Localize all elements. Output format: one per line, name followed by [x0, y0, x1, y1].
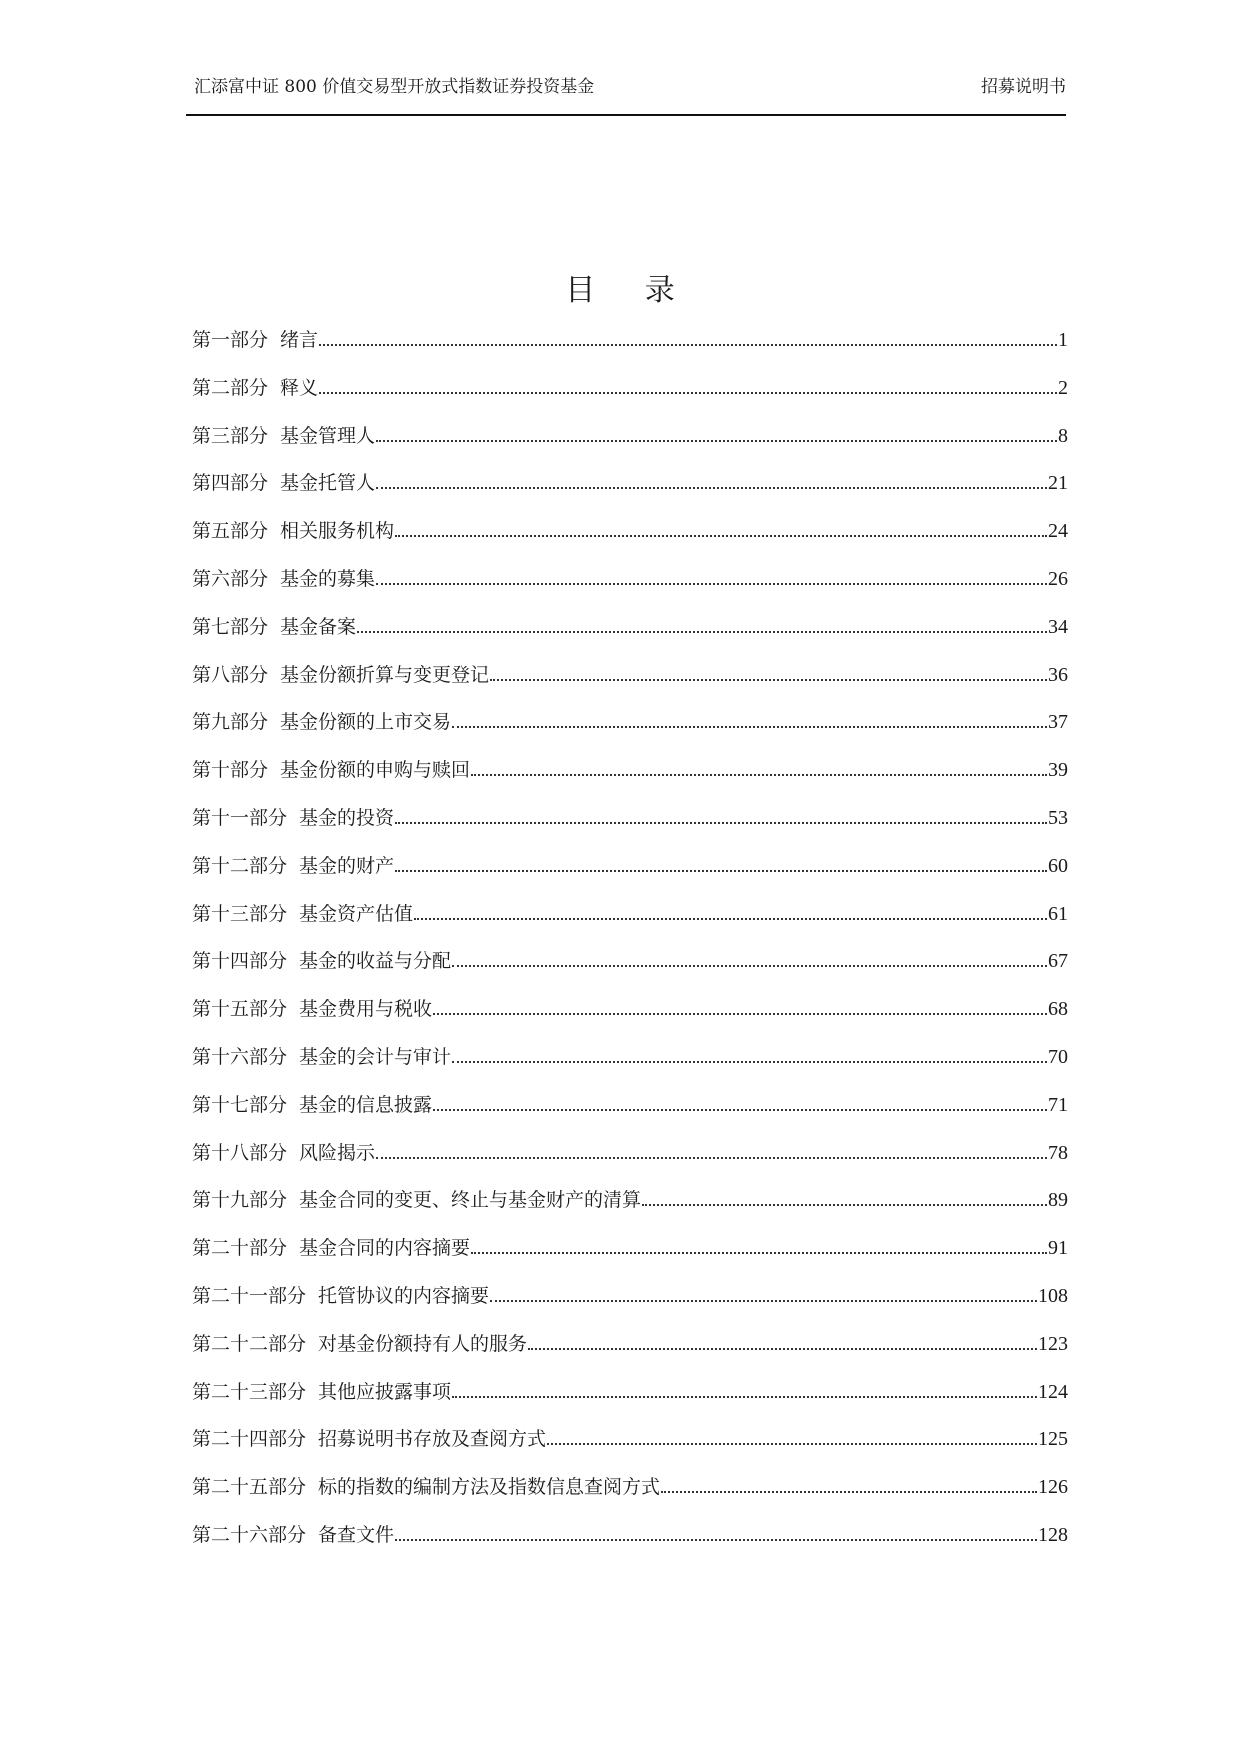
toc-entry-part: 第六部分 — [192, 567, 269, 590]
toc-entry[interactable] — [192, 1039, 1068, 1087]
toc-entry-page: 39 — [1048, 759, 1068, 782]
toc-entry-part: 第一部分 — [192, 329, 269, 351]
toc-entry-part: 第十部分 — [192, 759, 269, 782]
toc-entry-name: 基金份额的上市交易 — [280, 711, 452, 734]
toc-entry[interactable] — [192, 370, 1068, 418]
toc-entry-name: 基金份额折算与变更登记 — [280, 663, 490, 686]
toc-entry[interactable] — [192, 1182, 1068, 1230]
toc-entry-name: 基金份额的申购与赎回 — [280, 759, 471, 782]
toc-dot-leader — [357, 631, 1047, 633]
toc-entry-part: 第九部分 — [192, 711, 269, 734]
toc-entry[interactable] — [192, 465, 1068, 513]
toc-entry[interactable] — [192, 513, 1068, 561]
toc-entry[interactable] — [192, 752, 1068, 800]
toc-entry-page: 70 — [1048, 1045, 1068, 1068]
toc-entry-name: 基金托管人 — [280, 472, 376, 495]
toc-entry-page: 60 — [1048, 854, 1068, 877]
toc-entry-page: 36 — [1048, 663, 1068, 686]
toc-entry-name: 基金备案 — [280, 615, 357, 638]
toc-entry[interactable] — [192, 1135, 1068, 1183]
document-title: 汇添富中证 800 价值交易型开放式指数证券投资基金 — [194, 77, 595, 97]
toc-entry-name: 基金合同的变更、终止与基金财产的清算 — [299, 1189, 642, 1212]
toc-entry-name: 基金费用与税收 — [299, 998, 433, 1021]
toc-dot-leader — [433, 1013, 1047, 1015]
toc-dot-leader — [395, 822, 1047, 824]
toc-dot-leader — [414, 918, 1047, 920]
toc-entry[interactable] — [192, 943, 1068, 991]
toc-entry-part: 第二十五部分 — [192, 1476, 307, 1499]
toc-entry-page: 37 — [1048, 711, 1068, 734]
toc-entry-page: 71 — [1048, 1093, 1068, 1116]
toc-entry[interactable] — [192, 1517, 1068, 1565]
toc-dot-leader — [433, 1109, 1047, 1111]
toc-dot-leader — [452, 1061, 1047, 1063]
toc-entry-page: 34 — [1048, 615, 1068, 638]
toc-entry-name: 基金的信息披露 — [299, 1093, 433, 1116]
toc-entry-page: 26 — [1048, 567, 1068, 590]
toc-entry-page: 67 — [1048, 950, 1068, 973]
toc-entry[interactable] — [192, 991, 1068, 1039]
toc-entry-page: 21 — [1048, 472, 1068, 495]
toc-entry-page: 128 — [1038, 1523, 1068, 1546]
toc-entry[interactable] — [192, 322, 1068, 370]
toc-entry[interactable] — [192, 704, 1068, 752]
toc-entry-name: 基金的收益与分配 — [299, 950, 452, 973]
toc-entry-name: 对基金份额持有人的服务 — [318, 1332, 528, 1355]
toc-entry-name: 基金的投资 — [299, 806, 395, 829]
toc-entry-name: 释义 — [280, 376, 319, 399]
toc-entry[interactable] — [192, 418, 1068, 466]
toc-entry-page: 68 — [1048, 998, 1068, 1021]
toc-entry-part: 第十五部分 — [192, 998, 288, 1021]
toc-entry-part: 第十三部分 — [192, 902, 288, 925]
toc-entry-page: 24 — [1048, 520, 1068, 543]
toc-entry-page: 125 — [1038, 1428, 1068, 1451]
toc-title: 目 录 — [565, 273, 695, 308]
toc-entry[interactable] — [192, 1230, 1068, 1278]
toc-entry-page: 89 — [1048, 1189, 1068, 1212]
toc-entry[interactable] — [192, 657, 1068, 705]
toc-dot-leader — [528, 1348, 1037, 1350]
toc-dot-leader — [319, 392, 1057, 394]
toc-entry-page: 1 — [1058, 329, 1068, 351]
toc-entry-name: 绪言 — [280, 329, 319, 351]
toc-entry-part: 第五部分 — [192, 520, 269, 543]
toc-dot-leader — [471, 1252, 1047, 1254]
toc-dot-leader — [319, 344, 1057, 346]
toc-entry-part: 第十八部分 — [192, 1141, 288, 1164]
toc-entry-page: 124 — [1038, 1380, 1068, 1403]
toc-entry-part: 第三部分 — [192, 424, 269, 447]
toc-entry-part: 第四部分 — [192, 472, 269, 495]
toc-entry[interactable] — [192, 1087, 1068, 1135]
toc-entry[interactable] — [192, 896, 1068, 944]
toc-entry-name: 风险揭示 — [299, 1141, 376, 1164]
toc-entry-page: 108 — [1038, 1284, 1068, 1307]
toc-entry-part: 第二十三部分 — [192, 1380, 307, 1403]
table-of-contents — [192, 322, 1068, 1565]
toc-entry-name: 标的指数的编制方法及指数信息查阅方式 — [318, 1476, 661, 1499]
toc-dot-leader — [471, 774, 1047, 776]
toc-entry-name: 备查文件 — [318, 1523, 395, 1546]
toc-entry[interactable] — [192, 1374, 1068, 1422]
toc-dot-leader — [395, 535, 1047, 537]
toc-entry-part: 第八部分 — [192, 663, 269, 686]
toc-entry-part: 第二部分 — [192, 376, 269, 399]
toc-entry[interactable] — [192, 609, 1068, 657]
toc-entry-name: 招募说明书存放及查阅方式 — [318, 1428, 547, 1451]
toc-dot-leader — [376, 1157, 1047, 1159]
toc-entry[interactable] — [192, 1278, 1068, 1326]
toc-dot-leader — [661, 1491, 1037, 1493]
toc-entry-part: 第二十一部分 — [192, 1284, 307, 1307]
document-type: 招募说明书 — [981, 77, 1066, 97]
toc-entry-part: 第二十四部分 — [192, 1428, 307, 1451]
toc-entry-part: 第十二部分 — [192, 854, 288, 877]
toc-entry-page: 61 — [1048, 902, 1068, 925]
toc-entry-page: 2 — [1058, 376, 1068, 399]
toc-entry-part: 第十一部分 — [192, 806, 288, 829]
toc-entry[interactable] — [192, 1469, 1068, 1517]
toc-entry-page: 126 — [1038, 1476, 1068, 1499]
toc-entry-name: 基金的会计与审计 — [299, 1045, 452, 1068]
toc-dot-leader — [395, 870, 1047, 872]
toc-dot-leader — [642, 1204, 1047, 1206]
toc-dot-leader — [452, 1396, 1037, 1398]
toc-entry-part: 第七部分 — [192, 615, 269, 638]
toc-entry-name: 基金的募集 — [280, 567, 376, 590]
toc-entry[interactable] — [192, 561, 1068, 609]
toc-entry-page: 53 — [1048, 806, 1068, 829]
toc-entry-name: 基金的财产 — [299, 854, 395, 877]
toc-entry[interactable] — [192, 848, 1068, 896]
toc-entry-page: 8 — [1058, 424, 1068, 447]
toc-dot-leader — [452, 965, 1047, 967]
toc-entry[interactable] — [192, 800, 1068, 848]
toc-entry-part: 第十九部分 — [192, 1189, 288, 1212]
toc-entry-part: 第二十二部分 — [192, 1332, 307, 1355]
toc-entry-page: 91 — [1048, 1237, 1068, 1260]
toc-entry-page: 123 — [1038, 1332, 1068, 1355]
toc-entry-name: 基金管理人 — [280, 424, 376, 447]
toc-entry[interactable] — [192, 1421, 1068, 1469]
toc-entry-name: 基金资产估值 — [299, 902, 414, 925]
page-header — [186, 72, 1066, 102]
toc-dot-leader — [395, 1539, 1037, 1541]
toc-entry-name: 相关服务机构 — [280, 520, 395, 543]
toc-dot-leader — [547, 1443, 1037, 1445]
toc-entry-page: 78 — [1048, 1141, 1068, 1164]
toc-dot-leader — [490, 1300, 1037, 1302]
toc-entry-part: 第十六部分 — [192, 1045, 288, 1068]
header-divider — [186, 114, 1066, 116]
toc-dot-leader — [376, 487, 1047, 489]
toc-entry-part: 第十七部分 — [192, 1093, 288, 1116]
toc-entry-name: 基金合同的内容摘要 — [299, 1237, 471, 1260]
toc-entry-part: 第十四部分 — [192, 950, 288, 973]
toc-dot-leader — [490, 679, 1047, 681]
toc-entry-name: 其他应披露事项 — [318, 1380, 452, 1403]
toc-entry-part: 第二十部分 — [192, 1237, 288, 1260]
toc-dot-leader — [376, 440, 1057, 442]
toc-entry[interactable] — [192, 1326, 1068, 1374]
toc-dot-leader — [452, 726, 1047, 728]
toc-entry-part: 第二十六部分 — [192, 1523, 307, 1546]
toc-dot-leader — [376, 583, 1047, 585]
toc-entry-name: 托管协议的内容摘要 — [318, 1284, 490, 1307]
